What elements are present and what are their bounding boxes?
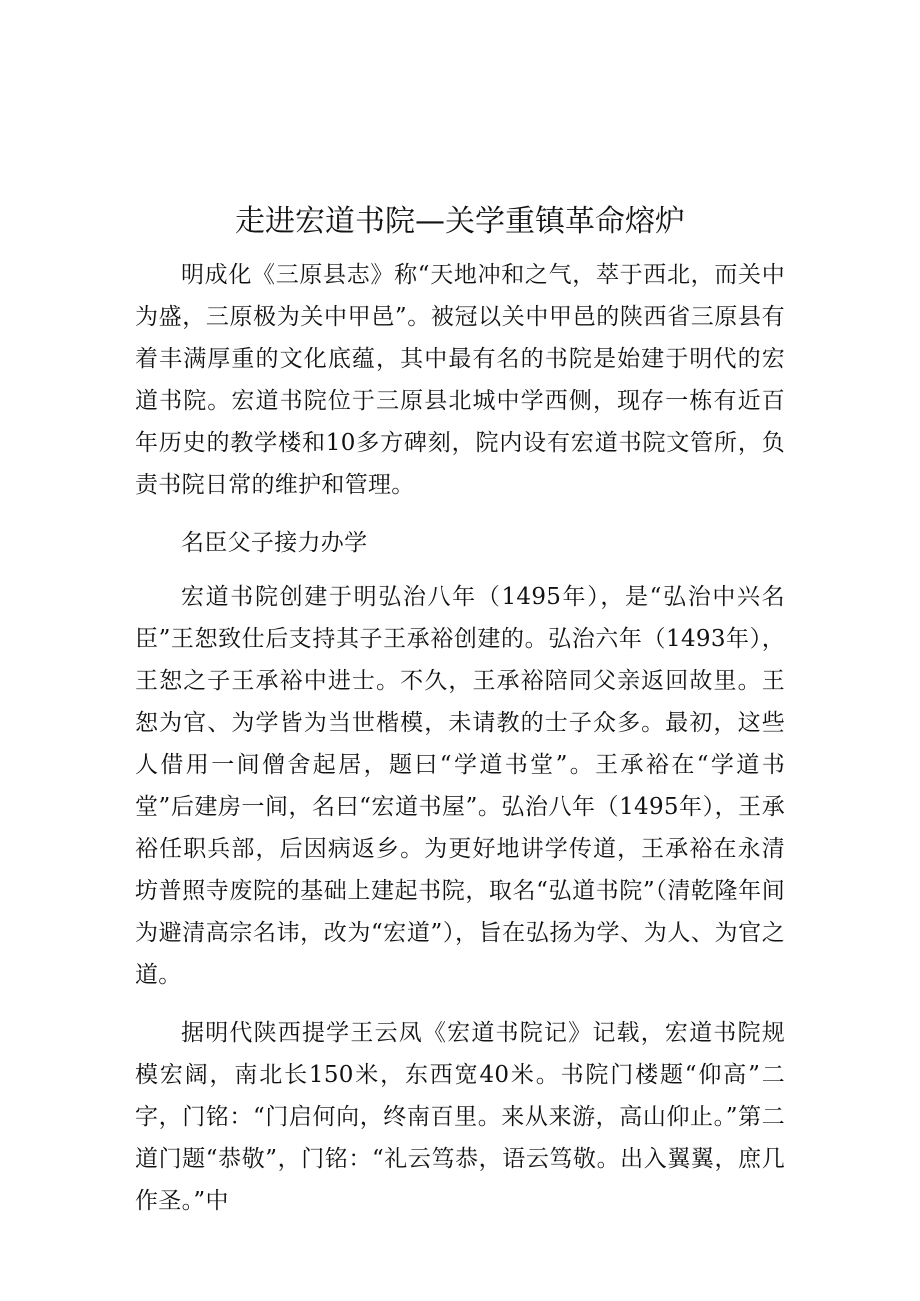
paragraph-intro: 明成化《三原县志》称“天地冲和之气，萃于西北，而关中为盛，三原极为关中甲邑”。被冠以关中甲邑的陕西省三原县有着丰满厚重的文化底蕴，其中最有名的书院是始建于明代的宏道书院。宏道书院位于三原县北城中学西侧，现存一栋有近百年历史的教学楼和10多方碑刻，院内设有宏道书院文管所，负责书院日常的维护和管理。 <box>135 262 785 498</box>
section-heading: 名臣父子接力办学 <box>181 530 368 556</box>
document-body <box>135 254 785 1222</box>
document-title: 走进宏道书院—关学重镇革命熔炉 <box>235 204 685 239</box>
paragraph-founding: 宏道书院创建于明弘治八年（1495年），是“弘治中兴名臣”王恕致仕后支持其子王承裕创建的。弘治六年（1493年），王恕之子王承裕中进士。不久，王承裕陪同父亲返回故里。王恕为官、为学皆为当世楷模，未请教的士子众多。最初，这些人借用一间僧舍起居，题曰“学道书堂”。王承裕在“学道书堂”后建房一间，名曰“宏道书屋”。弘治八年（1495年），王承裕任职兵部，后因病返乡。为更好地讲学传道，王承裕在永清坊普照寺废院的基础上建起书院，取名“弘道书院”（清乾隆年间为避清高宗名讳，改为“宏道”），旨在弘扬为学、为人、为官之道。 <box>135 584 785 988</box>
paragraph-scale: 据明代陕西提学王云凤《宏道书院记》记载，宏道书院规模宏阔，南北长150米，东西宽40米。书院门楼题“仰高”二字，门铭：“门启何向，终南百里。来从来游，高山仰止。”第二道门题“恭敬”，门铭：“礼云笃恭，语云笃敬。出入翼翼，庶几作圣。”中 <box>135 1020 785 1214</box>
